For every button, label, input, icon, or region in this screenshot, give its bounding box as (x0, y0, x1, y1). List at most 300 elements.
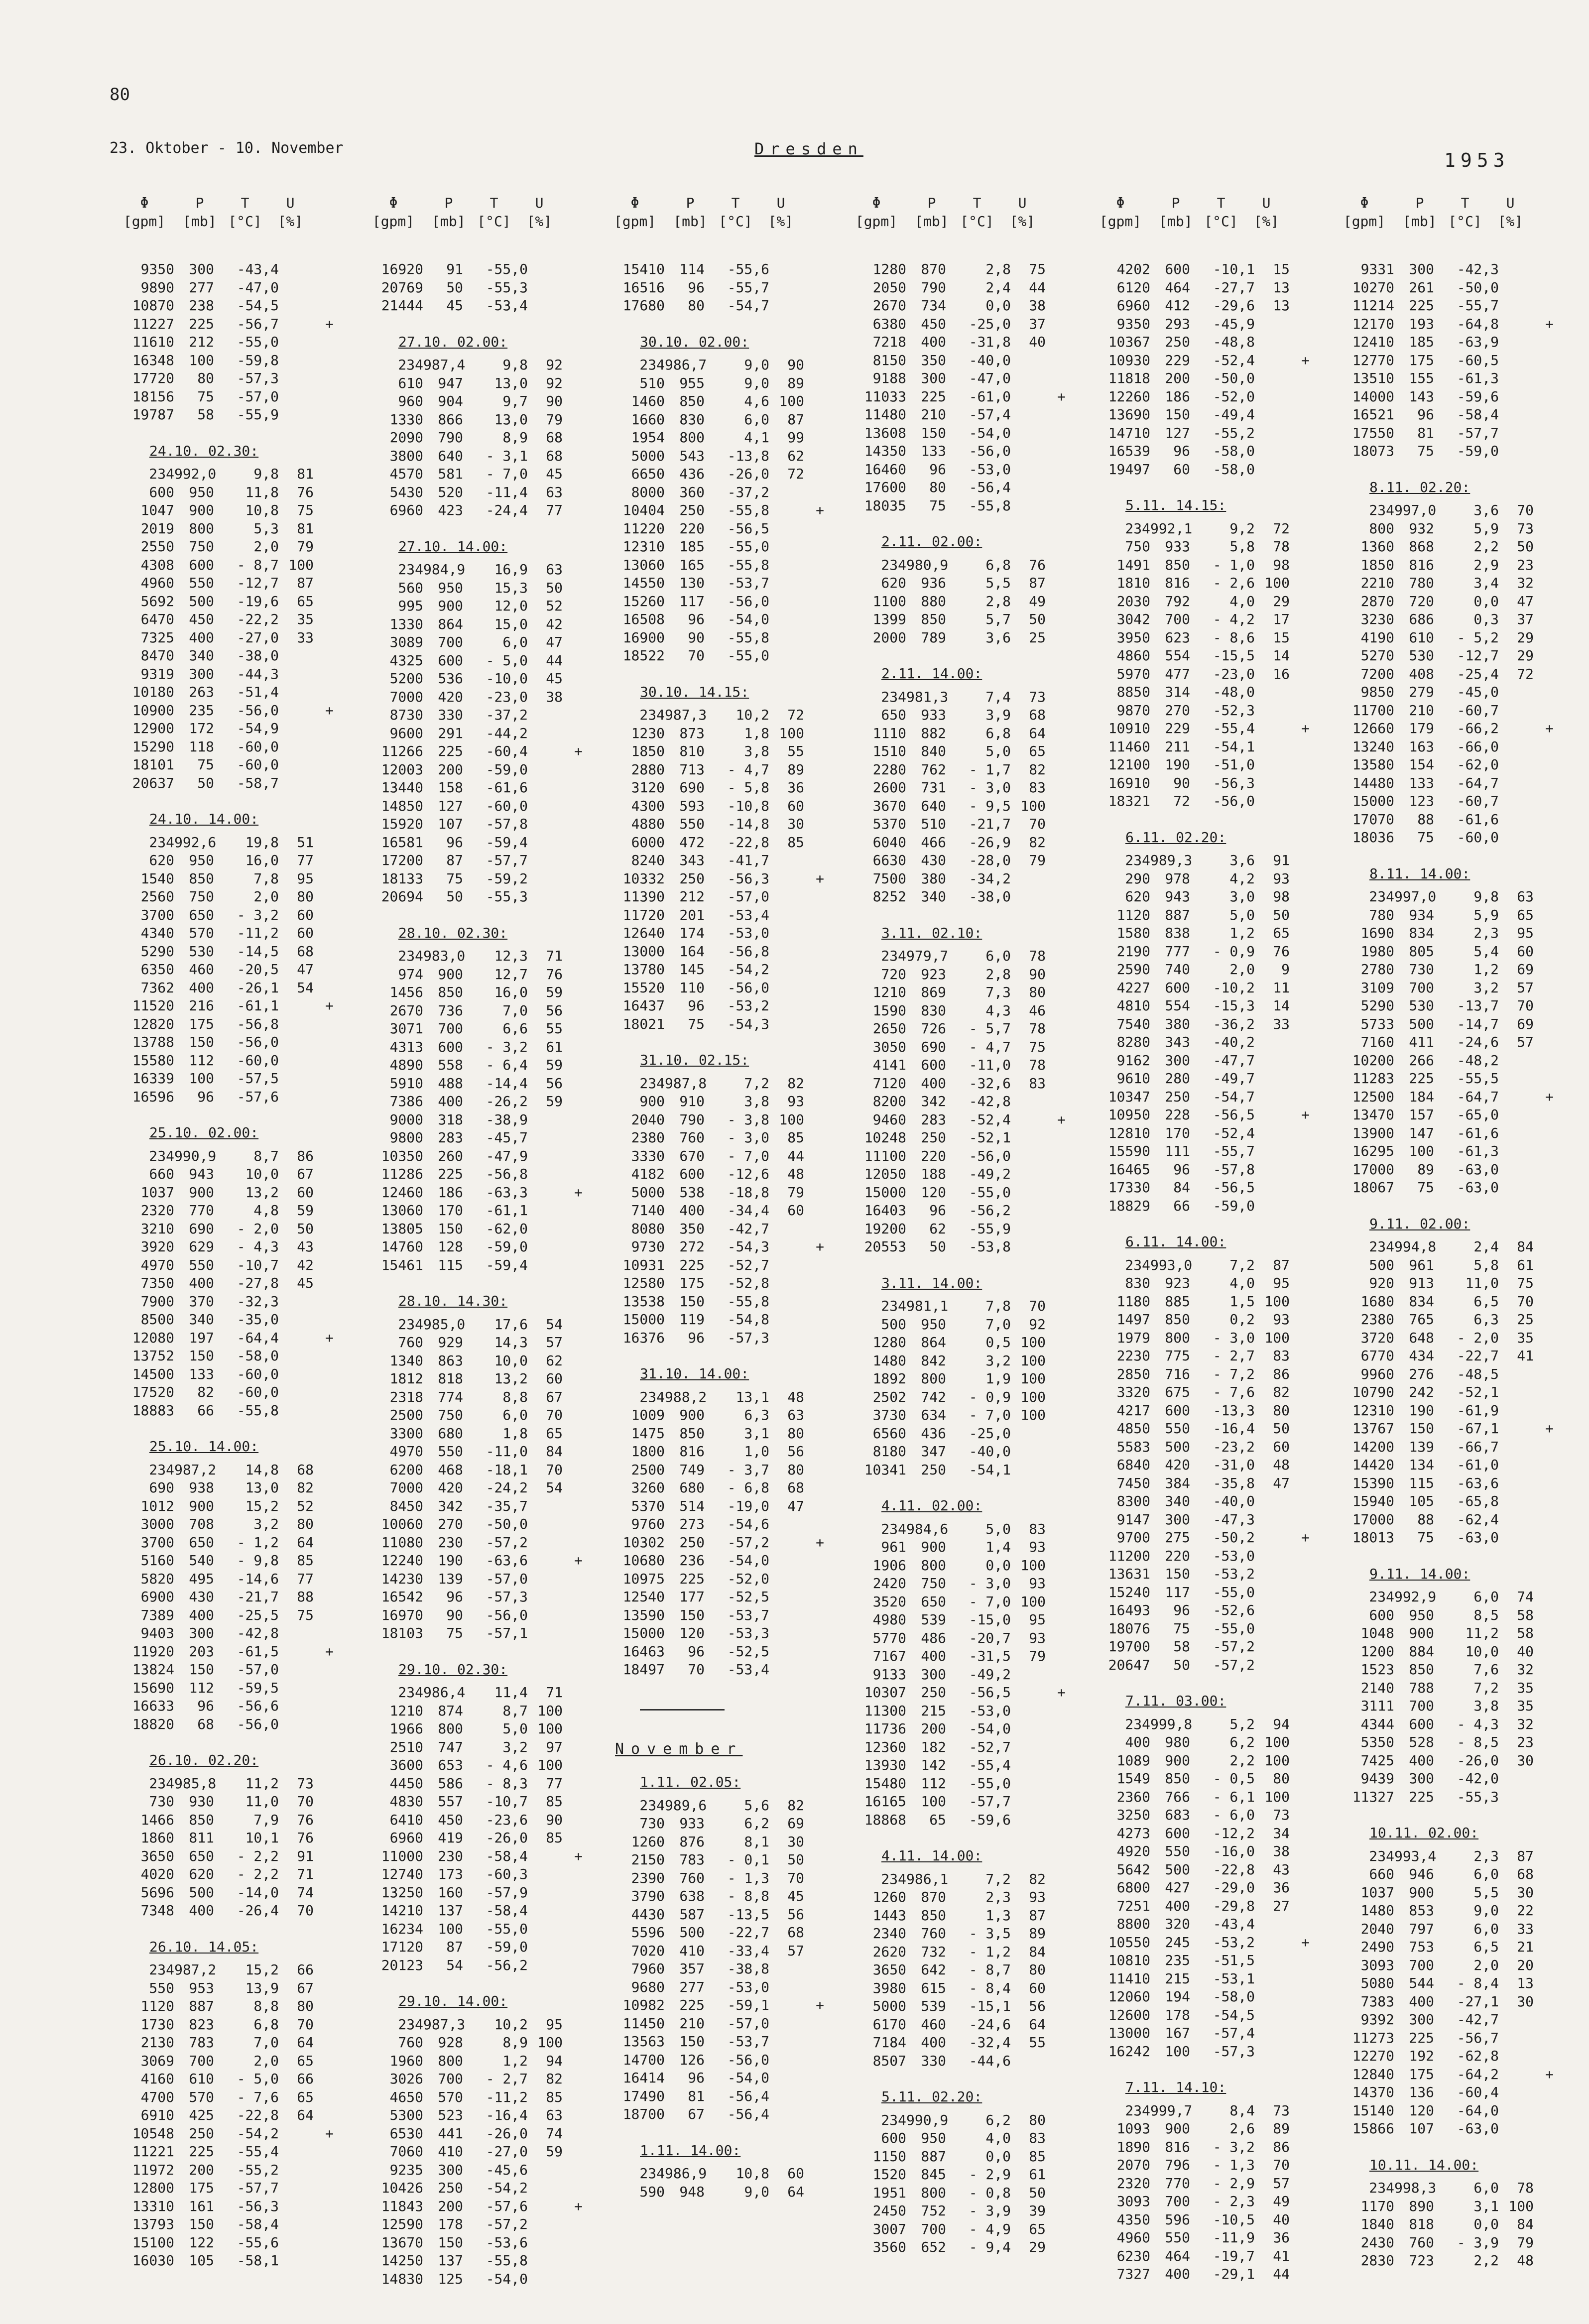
tropopause-mark (1290, 683, 1310, 702)
pressure-cell: 96 (688, 611, 705, 627)
sounding-row (1086, 574, 1332, 593)
pressure-cell: 700 (1165, 611, 1190, 627)
tropopause-mark (563, 834, 583, 852)
temperature-cell: -42,8 (969, 1093, 1011, 1109)
sounding-row (359, 1461, 605, 1479)
pressure-cell: 530 (1409, 647, 1434, 664)
temperature-cell: 3,6 (1473, 502, 1499, 518)
height-cell: 8850 (1116, 684, 1150, 700)
height-cell: 7960 (631, 1960, 665, 1977)
humidity-cell: 79 (787, 1184, 804, 1201)
sounding-row (1330, 1238, 1576, 1256)
humidity-cell: 48 (1273, 1457, 1290, 1473)
temperature-cell: -61,6 (486, 779, 528, 796)
height-cell: 1660 (631, 411, 665, 428)
pressure-cell: 50 (197, 774, 214, 791)
height-cell: 11843 (381, 2198, 423, 2214)
pressure-cell: 300 (189, 261, 214, 277)
sounding-row (842, 1388, 1088, 1407)
humidity-cell (769, 1624, 804, 1643)
height-cell: 7020 (631, 1942, 665, 1959)
height-cell: 11000 (381, 1847, 423, 1864)
tropopause-mark (1290, 870, 1310, 888)
tropopause-mark (1290, 1879, 1310, 1897)
sounding-row (1086, 665, 1332, 684)
humidity-cell (769, 1978, 804, 1997)
pressure-cell: 175 (189, 2180, 214, 2196)
humidity-cell (1011, 497, 1046, 515)
tropopause-mark (1534, 702, 1554, 720)
pressure-cell: 300 (189, 665, 214, 682)
sounding-row (842, 1147, 1088, 1166)
humidity-cell (1011, 388, 1046, 406)
humidity-cell: 37 (1029, 315, 1046, 332)
temperature-cell: -35,8 (1213, 1474, 1255, 1491)
humidity-cell: 87 (787, 411, 804, 428)
pressure-cell: 988,2 (665, 1388, 707, 1405)
tropopause-mark (1534, 424, 1554, 443)
humidity-cell (528, 297, 563, 315)
height-cell: 12800 (132, 2180, 174, 2196)
temperature-cell: -57,4 (969, 406, 1011, 423)
sounding-row (600, 1015, 847, 1034)
humidity-cell: 77 (297, 852, 314, 868)
height-cell: 620 (881, 575, 906, 591)
height-cell: 10350 (381, 1147, 423, 1164)
pressure-cell: 570 (189, 925, 214, 941)
sounding-block (1330, 260, 1576, 461)
pressure-cell: 993,4 (1394, 1847, 1437, 1864)
tropopause-mark (1046, 1388, 1066, 1407)
humidity-cell: 15 (1273, 261, 1290, 277)
sounding-row (1086, 369, 1332, 388)
sounding-row (110, 1497, 356, 1516)
sounding-time-heading: 27.10. 14.00: (398, 538, 508, 555)
pressure-cell: 215 (1165, 1970, 1190, 1987)
tropopause-mark (1534, 683, 1554, 702)
sounding-row (1086, 442, 1332, 461)
temperature-cell: -61,3 (1457, 1143, 1499, 1159)
humidity-cell: 87 (1029, 575, 1046, 591)
tropopause-mark (1534, 520, 1554, 538)
column-unit: [mb] (432, 213, 466, 230)
temperature-cell: 5,4 (1473, 943, 1499, 960)
humidity-cell: 62 (546, 1352, 563, 1369)
sounding-block (359, 333, 605, 520)
humidity-cell: 84 (1517, 2216, 1534, 2232)
humidity-cell: 78 (1029, 1020, 1046, 1037)
pressure-cell: 946 (1409, 1866, 1434, 1882)
height-cell: 2510 (389, 1738, 423, 1755)
temperature-cell: - 1,3 (1213, 2157, 1255, 2173)
pressure-cell: 150 (679, 2033, 705, 2050)
tropopause-mark (804, 260, 824, 279)
height-cell: 15520 (622, 979, 665, 996)
height-cell: 1523 (1360, 1661, 1394, 1678)
height-cell: 12260 (1108, 388, 1150, 405)
sounding-row (1330, 2234, 1576, 2252)
height-cell: 4960 (140, 575, 174, 591)
pressure-cell: 436 (921, 1425, 946, 1442)
height-cell: 13767 (1352, 1420, 1394, 1437)
sounding-row (600, 611, 847, 629)
temperature-cell: -60,0 (1457, 829, 1499, 846)
sounding-row (842, 1038, 1088, 1057)
temperature-cell: 3,8 (1473, 1698, 1499, 1714)
column-unit: [%] (1497, 213, 1523, 230)
temperature-cell: -57,0 (727, 888, 769, 905)
temperature-cell: -64,4 (237, 1329, 279, 1346)
pressure-cell: 114 (679, 261, 705, 277)
tropopause-mark (314, 1865, 334, 1884)
tropopause-mark (804, 392, 824, 411)
tropopause-mark (1290, 297, 1310, 315)
humidity-cell (1255, 792, 1290, 811)
sounding-row (600, 1293, 847, 1311)
tropopause-mark (1534, 1238, 1554, 1256)
humidity-cell: 69 (1517, 1015, 1534, 1032)
pressure-cell: 400 (189, 1902, 214, 1919)
temperature-cell: - 4,3 (237, 1238, 279, 1255)
sounding-block (842, 1274, 1088, 1479)
sounding-row (1330, 388, 1576, 406)
temperature-cell: 2,6 (1229, 2120, 1255, 2137)
humidity-cell (1011, 888, 1046, 906)
pressure-cell: 834 (1409, 925, 1434, 941)
height-cell: 3950 (1116, 629, 1150, 646)
sounding-row (842, 2220, 1088, 2239)
temperature-cell: - 4,6 (486, 1757, 528, 1773)
tropopause-mark (804, 852, 824, 870)
temperature-cell: -31,0 (1213, 1457, 1255, 1473)
height-cell: 4650 (389, 2088, 423, 2105)
sounding-row (600, 1497, 847, 1516)
temperature-cell: -27,0 (486, 2143, 528, 2160)
sounding-row (1086, 1420, 1332, 1438)
pressure-cell: 400 (189, 1606, 214, 1623)
humidity-cell (1255, 720, 1290, 738)
humidity-cell: 80 (1029, 1961, 1046, 1978)
sounding-time-heading: 8.11. 02.20: (1369, 479, 1470, 495)
tropopause-mark (1046, 2202, 1066, 2220)
humidity-cell: 41 (1273, 2247, 1290, 2264)
tropopause-mark (314, 1588, 334, 1606)
height-cell: 1840 (1360, 2216, 1394, 2232)
column-unit: [mb] (1403, 213, 1437, 230)
tropopause-mark (1290, 738, 1310, 756)
sounding-row (600, 1960, 847, 1978)
tropopause-mark (314, 369, 334, 388)
sounding-row (110, 2052, 356, 2071)
humidity-cell: 57 (1517, 979, 1534, 996)
height-cell: 1850 (631, 743, 665, 759)
humidity-cell: 99 (787, 429, 804, 446)
pressure-cell: 136 (1409, 2084, 1434, 2100)
temperature-cell: -24,6 (1457, 1034, 1499, 1050)
sounding-block (1086, 1692, 1332, 2061)
temperature-cell: -14,7 (1457, 1015, 1499, 1032)
pressure-cell: 96 (446, 834, 463, 851)
sounding-row (110, 852, 356, 870)
height-cell: 11214 (1352, 297, 1394, 314)
height-cell: 1960 (389, 2052, 423, 2069)
temperature-cell: 6,6 (502, 1020, 528, 1037)
tropopause-mark (1534, 1311, 1554, 1329)
pressure-cell: 173 (438, 1866, 463, 1882)
pressure-cell: 96 (446, 1589, 463, 1605)
pressure-cell: 538 (679, 1184, 705, 1201)
temperature-cell: -23,0 (486, 688, 528, 705)
tropopause-mark (563, 1829, 583, 1847)
pressure-cell: 600 (1165, 979, 1190, 996)
tropopause-mark (1534, 1974, 1554, 1993)
sounding-row (600, 2183, 847, 2202)
sounding-row (600, 1887, 847, 1906)
temperature-cell: -56,3 (237, 2198, 279, 2214)
temperature-cell: 16,9 (494, 561, 528, 578)
temperature-cell: -42,8 (237, 1625, 279, 1641)
pressure-cell: 670 (679, 1147, 705, 1164)
tropopause-mark (314, 979, 334, 997)
temperature-cell: -61,6 (1457, 1124, 1499, 1141)
tropopause-mark (563, 1443, 583, 1461)
pressure-cell: 125 (438, 2270, 463, 2287)
temperature-cell: -60,0 (486, 797, 528, 814)
height-cell: 974 (398, 966, 423, 982)
temperature-cell: -32,4 (969, 2034, 1011, 2051)
humidity-cell (769, 647, 804, 665)
humidity-cell: 60 (1273, 1438, 1290, 1455)
height-cell: 16339 (132, 1070, 174, 1087)
pressure-cell: 997,0 (1394, 888, 1437, 905)
humidity-cell (769, 2105, 804, 2124)
humidity-cell: 82 (297, 1479, 314, 1496)
tropopause-mark (1290, 406, 1310, 424)
temperature-cell: 2,2 (1473, 538, 1499, 555)
pressure-cell: 885 (1165, 1293, 1190, 1310)
temperature-cell: -56,4 (969, 479, 1011, 495)
sounding-row (359, 1406, 605, 1425)
humidity-cell (1255, 1915, 1290, 1934)
humidity-cell: 75 (297, 502, 314, 518)
humidity-cell: 47 (297, 961, 314, 978)
pressure-cell: 250 (679, 1534, 705, 1551)
temperature-cell: -56,3 (727, 870, 769, 887)
sounding-row (1086, 1474, 1332, 1493)
humidity-cell: 100 (537, 1720, 563, 1737)
tropopause-mark (1046, 1925, 1066, 1943)
pressure-cell: 400 (679, 1202, 705, 1219)
sounding-row (1330, 1492, 1576, 1511)
sounding-row (600, 1256, 847, 1275)
height-cell: 1110 (872, 725, 906, 741)
humidity-cell: 32 (1517, 1661, 1534, 1678)
height-cell: 17070 (1352, 811, 1394, 828)
temperature-cell: -13,8 (727, 447, 769, 464)
sounding-row (600, 1606, 847, 1625)
tropopause-mark (314, 852, 334, 870)
sounding-row (1086, 352, 1332, 370)
pressure-cell: 291 (438, 725, 463, 741)
sounding-row (842, 629, 1088, 647)
temperature-cell: -53,0 (969, 1702, 1011, 1719)
sounding-row (110, 1847, 356, 1866)
height-cell: 7350 (140, 1275, 174, 1291)
temperature-cell: -47,7 (1213, 1052, 1255, 1069)
height-cell: 1800 (631, 1443, 665, 1460)
tropopause-mark (314, 1552, 334, 1570)
humidity-cell (769, 2033, 804, 2051)
humidity-cell (769, 906, 804, 925)
height-cell: 18321 (1108, 793, 1150, 809)
temperature-cell: -59,0 (486, 761, 528, 778)
sounding-row (1330, 352, 1576, 370)
humidity-cell: 80 (297, 1998, 314, 2014)
humidity-cell: 44 (1273, 2266, 1290, 2282)
height-cell: 16030 (132, 2252, 174, 2269)
height-cell: 3650 (872, 1961, 906, 1978)
tropopause-mark (804, 1220, 824, 1238)
tropopause-mark (1534, 2120, 1554, 2138)
height-cell: 11720 (622, 906, 665, 923)
humidity-cell (1255, 369, 1290, 388)
height-cell: 4850 (1116, 1420, 1150, 1437)
pressure-cell: 200 (438, 2198, 463, 2214)
temperature-cell: -60,3 (486, 1866, 528, 1882)
temperature-cell: -48,2 (1457, 1052, 1499, 1069)
temperature-cell: -55,8 (727, 556, 769, 573)
temperature-cell: -51,4 (237, 684, 279, 700)
pressure-cell: 928 (438, 2034, 463, 2051)
tropopause-mark (1290, 1179, 1310, 1197)
height-cell: 4970 (140, 1256, 174, 1273)
sounding-row (600, 1406, 847, 1425)
tropopause-mark (1534, 811, 1554, 829)
tropopause-mark (1534, 1106, 1554, 1124)
height-cell: 4570 (389, 466, 423, 482)
temperature-cell: 2,4 (1473, 1238, 1499, 1255)
tropopause-mark (804, 1479, 824, 1497)
tropopause-mark (1046, 761, 1066, 779)
pressure-cell: 615 (921, 1979, 946, 1996)
sounding-row (359, 1334, 605, 1352)
height-cell: 1210 (389, 1702, 423, 1719)
humidity-cell: 66 (297, 2071, 314, 2087)
temperature-cell: -66,0 (1457, 738, 1499, 755)
height-cell: 3700 (140, 906, 174, 923)
sounding-row (110, 1347, 356, 1365)
pressure-cell: 130 (679, 575, 705, 591)
humidity-cell: 83 (1029, 1075, 1046, 1092)
tropopause-mark (1046, 369, 1066, 388)
temperature-cell: -57,7 (237, 2180, 279, 2196)
column-unit: [%] (277, 213, 303, 230)
tropopause-mark (1534, 1070, 1554, 1088)
humidity-cell (1499, 1106, 1534, 1124)
tropopause-mark (563, 1075, 583, 1093)
temperature-cell: 11,0 (245, 1793, 279, 1810)
humidity-cell (528, 1256, 563, 1275)
tropopause-mark (314, 2198, 334, 2216)
height-cell: 13805 (381, 1220, 423, 1237)
pressure-cell: 229 (1165, 720, 1190, 736)
height-cell: 16403 (864, 1202, 906, 1219)
sounding-time-heading: 5.11. 14.15: (1125, 497, 1226, 513)
sounding-row (1086, 1274, 1332, 1293)
pressure-cell: 800 (679, 429, 705, 446)
humidity-cell (528, 2198, 563, 2216)
height-cell: 3120 (631, 779, 665, 796)
temperature-cell: -57,0 (237, 1661, 279, 1678)
tropopause-mark (563, 615, 583, 634)
humidity-cell: 54 (546, 1479, 563, 1496)
temperature-cell: -48,0 (1213, 684, 1255, 700)
humidity-cell (769, 1293, 804, 1311)
tropopause-mark (314, 2252, 334, 2270)
tropopause-mark (1534, 1697, 1554, 1715)
sounding-row (600, 852, 847, 870)
tropopause-mark (804, 834, 824, 852)
pressure-cell: 500 (189, 593, 214, 610)
sounding-time-heading: 4.11. 02.00: (881, 1497, 982, 1514)
height-cell: 9960 (1360, 1365, 1394, 1382)
height-cell: 6650 (631, 466, 665, 482)
sounding-block (359, 538, 605, 906)
tropopause-mark (1290, 315, 1310, 334)
tropopause-mark (1534, 1124, 1554, 1143)
tropopause-mark (1046, 1738, 1066, 1757)
pressure-cell: 117 (1165, 1584, 1190, 1600)
tropopause-mark (1290, 906, 1310, 925)
height-cell: 11972 (132, 2161, 174, 2178)
tropopause-mark (804, 1624, 824, 1643)
temperature-cell: 11,8 (245, 484, 279, 500)
height-cell: 1150 (872, 2148, 906, 2165)
tropopause-mark (563, 2088, 583, 2107)
sounding-row (1330, 1402, 1576, 1420)
sounding-row (600, 2165, 847, 2183)
temperature-cell: 1,4 (985, 1539, 1011, 1555)
pressure-cell: 343 (1165, 1034, 1190, 1050)
humidity-cell: 91 (297, 1847, 314, 1864)
sounding-row (359, 1534, 605, 1552)
tropopause-mark (314, 1679, 334, 1698)
tropopause-mark (314, 1220, 334, 1238)
tropopause-mark (804, 1815, 824, 1833)
sounding-row (1086, 424, 1332, 443)
tropopause-mark (563, 2179, 583, 2198)
temperature-cell: -52,4 (1213, 352, 1255, 368)
humidity-cell: 93 (1273, 870, 1290, 887)
pressure-cell: 600 (438, 652, 463, 669)
humidity-cell: 63 (546, 484, 563, 500)
sounding-row (110, 924, 356, 943)
sounding-row (842, 369, 1088, 388)
height-cell: 15240 (1108, 1584, 1150, 1600)
sounding-row (110, 1402, 356, 1420)
temperature-cell: -53,3 (727, 1625, 769, 1641)
temperature-cell: -63,6 (1457, 1474, 1499, 1491)
height-cell: 10810 (1108, 1952, 1150, 1968)
pressure-cell: 112 (189, 1679, 214, 1696)
pressure-cell: 700 (1409, 1698, 1434, 1714)
pressure-cell: 680 (679, 1479, 705, 1496)
pressure-cell: 80 (197, 370, 214, 386)
temperature-cell: -42,7 (1457, 2011, 1499, 2028)
height-cell: 18497 (622, 1661, 665, 1678)
sounding-row (1330, 924, 1576, 943)
sounding-row (1330, 961, 1576, 979)
